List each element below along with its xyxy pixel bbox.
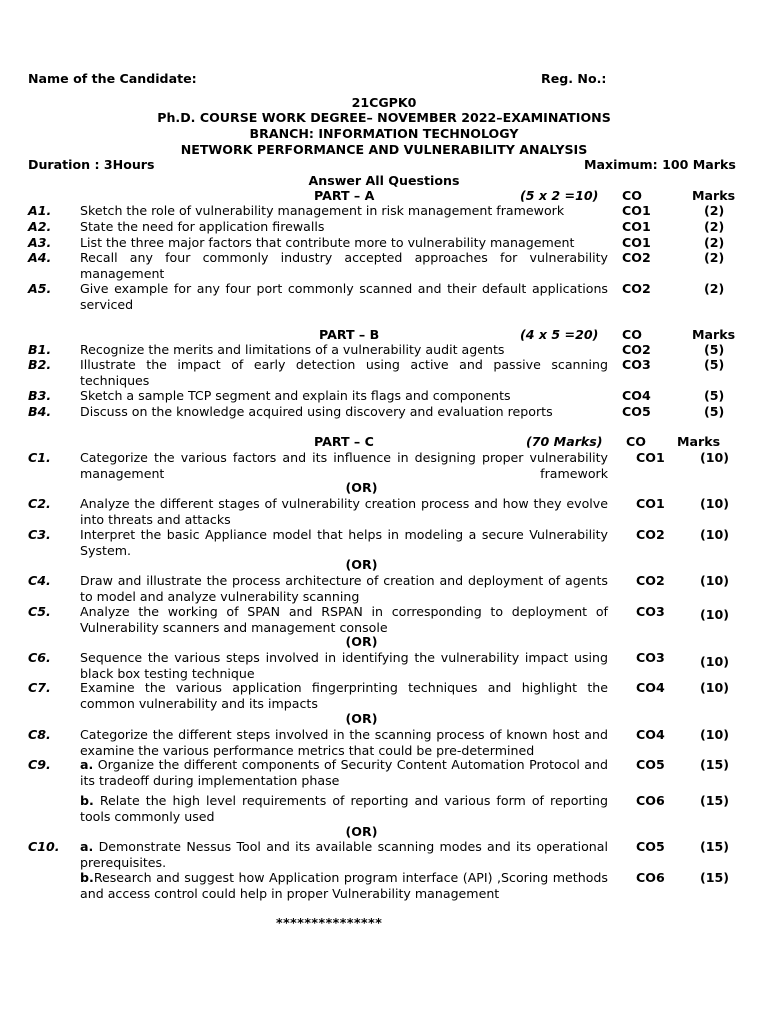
part-a-scheme: (5 x 2 =10) (520, 188, 599, 203)
question-text-part-b (80, 793, 608, 824)
sub-label: b. (80, 793, 94, 808)
question-marks: (2) (704, 219, 725, 234)
branch-title: BRANCH: INFORMATION TECHNOLOGY (249, 126, 519, 141)
part-b-co-header: CO (622, 327, 642, 342)
question-text: Draw and illustrate the process architecture of creation and deployment of agents to model and analyze vulnerability scanning (80, 573, 608, 604)
part-c-scheme: (70 Marks) (526, 434, 603, 449)
duration-label: Duration : 3Hours (28, 157, 155, 172)
question-id: C4. (28, 573, 51, 588)
sub-label: b. (80, 870, 94, 885)
or-separator: (OR) (345, 824, 378, 839)
part-c-co-header: CO (626, 434, 646, 449)
question-marks: (5) (704, 388, 725, 403)
question-text: Sketch the role of vulnerability management in risk management framework (80, 203, 565, 218)
question-co: CO4 (622, 388, 651, 403)
subject-title: NETWORK PERFORMANCE AND VULNERABILITY ANALYSIS (180, 142, 588, 157)
question-text: Analyze the working of SPAN and RSPAN in corresponding to deployment of Vulnerability scanners and management console (80, 604, 608, 635)
question-marks: (15) (700, 793, 730, 808)
question-co: CO1 (636, 450, 665, 465)
question-co: CO2 (622, 250, 651, 265)
question-co: CO2 (622, 281, 651, 296)
question-co: CO1 (622, 235, 651, 250)
question-id: A1. (28, 203, 52, 218)
question-id: C8. (28, 727, 51, 742)
part-b-scheme: (4 x 5 =20) (520, 327, 599, 342)
question-text: Categorize the different steps involved in the scanning process of known host and examine the various performance metrics that could be pre-determined (80, 727, 608, 758)
question-marks: (10) (700, 680, 730, 695)
degree-title: Ph.D. COURSE WORK DEGREE– NOVEMBER 2022–EXAMINATIONS (157, 110, 611, 125)
question-text-part-a (80, 839, 608, 870)
question-co: CO5 (636, 839, 665, 854)
sub-text: Demonstrate Nessus Tool and its available scanning modes and its operational prerequisites. (80, 839, 608, 870)
question-id: A3. (28, 235, 52, 250)
sub-label: a. (80, 839, 94, 854)
question-marks: (5) (704, 342, 725, 357)
question-marks: (2) (704, 281, 725, 296)
instruction-label: Answer All Questions (308, 173, 460, 188)
question-id: C5. (28, 604, 51, 619)
question-id: C10. (28, 839, 60, 854)
question-marks: (10) (700, 527, 730, 542)
question-co: CO1 (622, 219, 651, 234)
question-co: CO2 (636, 573, 665, 588)
question-marks: (5) (704, 357, 725, 372)
question-co: CO3 (636, 604, 665, 619)
question-text-part-a (80, 757, 608, 788)
question-co: CO2 (636, 527, 665, 542)
question-id: B2. (28, 357, 52, 372)
part-a-marks-header: Marks (692, 188, 736, 203)
question-marks: (10) (700, 607, 730, 622)
question-id: A5. (28, 281, 52, 296)
question-marks: (2) (704, 203, 725, 218)
question-co: CO3 (622, 357, 651, 372)
question-marks: (10) (700, 573, 730, 588)
question-text: Recognize the merits and limitations of a vulnerability audit agents (80, 342, 505, 357)
question-marks: (15) (700, 870, 730, 885)
part-a-title: PART – A (314, 188, 375, 203)
question-co: CO5 (636, 757, 665, 772)
or-separator: (OR) (345, 711, 378, 726)
question-text-part-b (80, 870, 608, 901)
question-id: C2. (28, 496, 51, 511)
question-text: Interpret the basic Appliance model that helps in modeling a secure Vulnerability System. (80, 527, 608, 558)
question-id: B1. (28, 342, 52, 357)
sub-text: Research and suggest how Application program interface (API) ,Scoring methods and access control could help in proper Vulnerability management (80, 870, 608, 901)
question-id: C9. (28, 757, 51, 772)
reg-no-label: Reg. No.: (541, 71, 607, 86)
part-c-marks-header: Marks (677, 434, 721, 449)
or-separator: (OR) (345, 634, 378, 649)
part-b-marks-header: Marks (692, 327, 736, 342)
question-id: A4. (28, 250, 52, 265)
question-text: Illustrate the impact of early detection using active and passive scanning techniques (80, 357, 608, 388)
question-co: CO5 (622, 404, 651, 419)
question-marks: (10) (700, 450, 730, 465)
question-id: C3. (28, 527, 51, 542)
question-co: CO3 (636, 650, 665, 665)
or-separator: (OR) (345, 480, 378, 495)
question-marks: (2) (704, 250, 725, 265)
question-id: C6. (28, 650, 51, 665)
question-marks: (2) (704, 235, 725, 250)
question-text: Give example for any four port commonly scanned and their default applications serviced (80, 281, 608, 312)
question-id: B3. (28, 388, 52, 403)
sub-text: Relate the high level requirements of reporting and various form of reporting tools commonly used (80, 793, 608, 824)
question-id: C7. (28, 680, 51, 695)
question-text: Discuss on the knowledge acquired using discovery and evaluation reports (80, 404, 553, 419)
sub-text: Organize the different components of Security Content Automation Protocol and its tradeoff during implementation phase (80, 757, 608, 788)
part-c-title: PART – C (314, 434, 374, 449)
candidate-name-label: Name of the Candidate: (28, 71, 197, 86)
sub-label: a. (80, 757, 94, 772)
question-text: Sequence the various steps involved in identifying the vulnerability impact using black box testing technique (80, 650, 608, 681)
question-co: CO6 (636, 870, 665, 885)
question-text: Categorize the various factors and its influence in designing proper vulnerability management framework (80, 450, 608, 481)
question-marks: (15) (700, 757, 730, 772)
question-text: State the need for application firewalls (80, 219, 325, 234)
question-text: Examine the various application fingerprinting techniques and highlight the common vulnerability and its impacts (80, 680, 608, 711)
question-text: Analyze the different stages of vulnerability creation process and how they evolve into threats and attacks (80, 496, 608, 527)
question-marks: (15) (700, 839, 730, 854)
or-separator: (OR) (345, 557, 378, 572)
question-marks: (10) (700, 727, 730, 742)
question-text: Sketch a sample TCP segment and explain its flags and components (80, 388, 511, 403)
question-marks: (10) (700, 654, 730, 669)
question-id: A2. (28, 219, 52, 234)
question-co: CO2 (622, 342, 651, 357)
question-co: CO1 (622, 203, 651, 218)
question-co: CO6 (636, 793, 665, 808)
end-of-paper-stars: *************** (276, 915, 383, 930)
part-a-co-header: CO (622, 188, 642, 203)
part-b-title: PART – B (319, 327, 380, 342)
question-id: C1. (28, 450, 51, 465)
question-text: Recall any four commonly industry accepted approaches for vulnerability management (80, 250, 608, 281)
paper-code: 21CGPK0 (351, 95, 417, 110)
question-co: CO1 (636, 496, 665, 511)
question-co: CO4 (636, 680, 665, 695)
question-marks: (5) (704, 404, 725, 419)
question-text: List the three major factors that contribute more to vulnerability management (80, 235, 575, 250)
question-id: B4. (28, 404, 52, 419)
max-marks-label: Maximum: 100 Marks (584, 157, 736, 172)
question-co: CO4 (636, 727, 665, 742)
question-marks: (10) (700, 496, 730, 511)
